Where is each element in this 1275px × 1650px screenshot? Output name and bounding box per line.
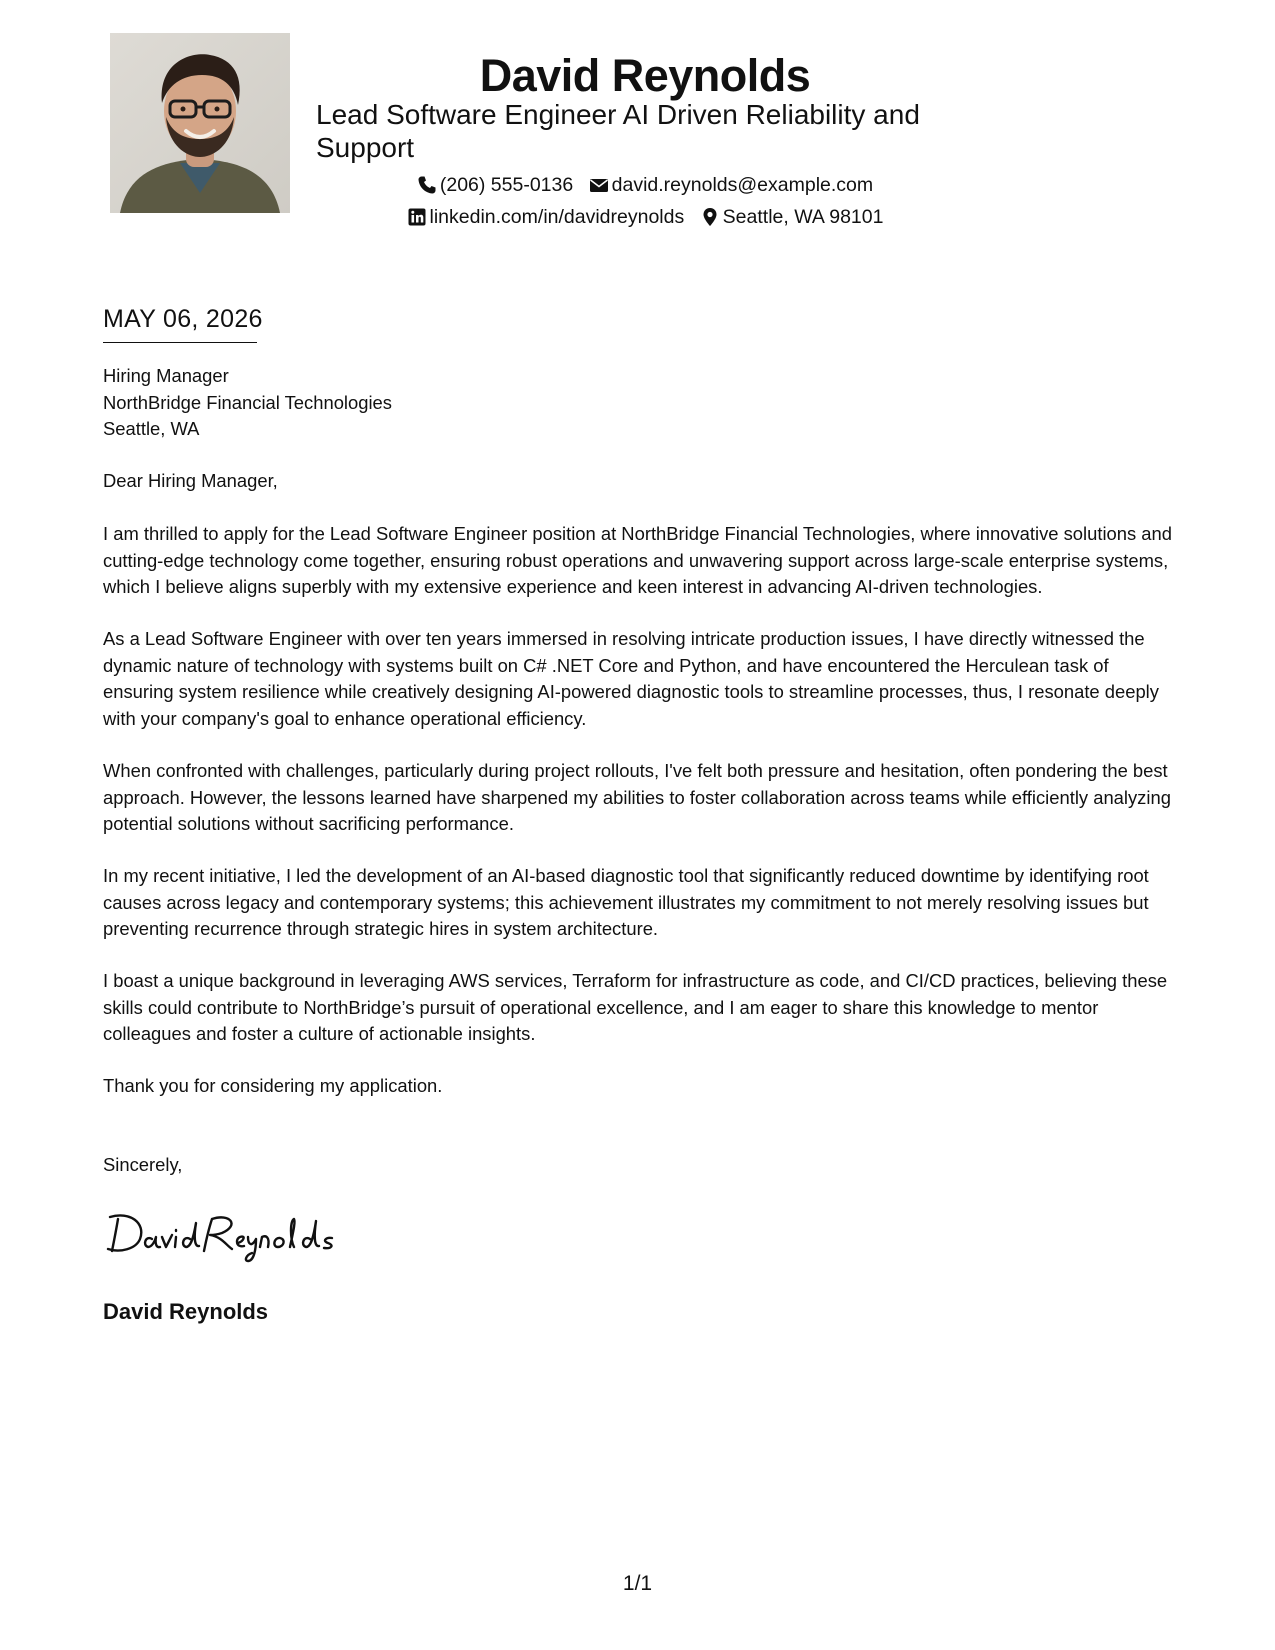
- phone-contact[interactable]: [417, 171, 573, 199]
- paragraph-5: I boast a unique background in leveraging AWS services, Terraform for infrastructure as code, and CI/CD practices, believing these skills could contribute to NorthBridge’s pursuit of operational excellence, and I am eager to share this knowledge to mentor colleagues and foster a culture of actionable insights.: [103, 970, 1168, 1044]
- job-title: Lead Software Engineer AI Driven Reliability and Support: [316, 99, 920, 163]
- paragraph-4: In my recent initiative, I led the development of an AI-based diagnostic tool that significantly reduced downtime by identifying root causes across legacy and contemporary systems; this achievement illustrates my commitment to not merely resolving issues but preventing recurrence through strategic hires in system architecture.: [103, 865, 1149, 939]
- applicant-name: David Reynolds: [479, 50, 811, 101]
- linkedin-text: linkedin.com/in/davidreynolds: [429, 206, 685, 228]
- signed-name: David Reynolds: [103, 1299, 269, 1324]
- letter-date: MAY 06, 2026: [103, 305, 263, 333]
- phone-icon: [417, 175, 437, 195]
- salutation: Dear Hiring Manager,: [103, 470, 278, 491]
- location-text: Seattle, WA 98101: [722, 206, 884, 228]
- paragraph-1: I am thrilled to apply for the Lead Software Engineer position at NorthBridge Financial Technologies, where innovative solutions and cutting-edge technology come together, ensuring robust operations and unwavering support across large-scale enterprise systems, which I believe aligns superbly with my extensive experience and keen interest in advancing AI-driven technologies.: [103, 523, 1172, 597]
- contact-row-secondary: [320, 203, 970, 235]
- linkedin-icon: [407, 207, 427, 227]
- date-underline: [103, 342, 257, 343]
- map-pin-icon: [700, 207, 720, 227]
- envelope-icon: [589, 175, 609, 195]
- location-contact: [700, 203, 884, 231]
- paragraph-6: Thank you for considering my application.: [103, 1075, 443, 1096]
- email-contact[interactable]: [589, 171, 874, 199]
- recipient-block: [103, 363, 1173, 443]
- handwritten-signature: [100, 1205, 350, 1265]
- recipient-title: Hiring Manager: [103, 365, 229, 386]
- recipient-location: Seattle, WA: [103, 418, 200, 439]
- recipient-company: NorthBridge Financial Technologies: [103, 391, 392, 413]
- linkedin-contact[interactable]: [407, 203, 685, 231]
- closing: Sincerely,: [103, 1154, 183, 1175]
- profile-photo: [110, 33, 290, 213]
- paragraph-3: When confronted with challenges, particularly during project rollouts, I've felt both pressure and hesitation, often pondering the best approach. However, the lessons learned have sharpened my abilities to foster collaboration across teams while efficiently analyzing potential solutions without sacrificing performance.: [103, 760, 1171, 834]
- email-text: david.reynolds@example.com: [611, 174, 874, 196]
- page-number: 1/1: [622, 1572, 653, 1595]
- phone-text: (206) 555-0136: [439, 174, 574, 196]
- paragraph-2: As a Lead Software Engineer with over ten years immersed in resolving intricate production issues, I have directly witnessed the dynamic nature of technology with systems built on C# .NET Core and Python, and have encountered the Herculean task of ensuring system resilience while creatively designing AI-powered diagnostic tools to streamline processes, thus, I resonate deeply with your company's goal to enhance operational efficiency.: [103, 628, 1159, 729]
- contact-row-primary: [320, 171, 970, 203]
